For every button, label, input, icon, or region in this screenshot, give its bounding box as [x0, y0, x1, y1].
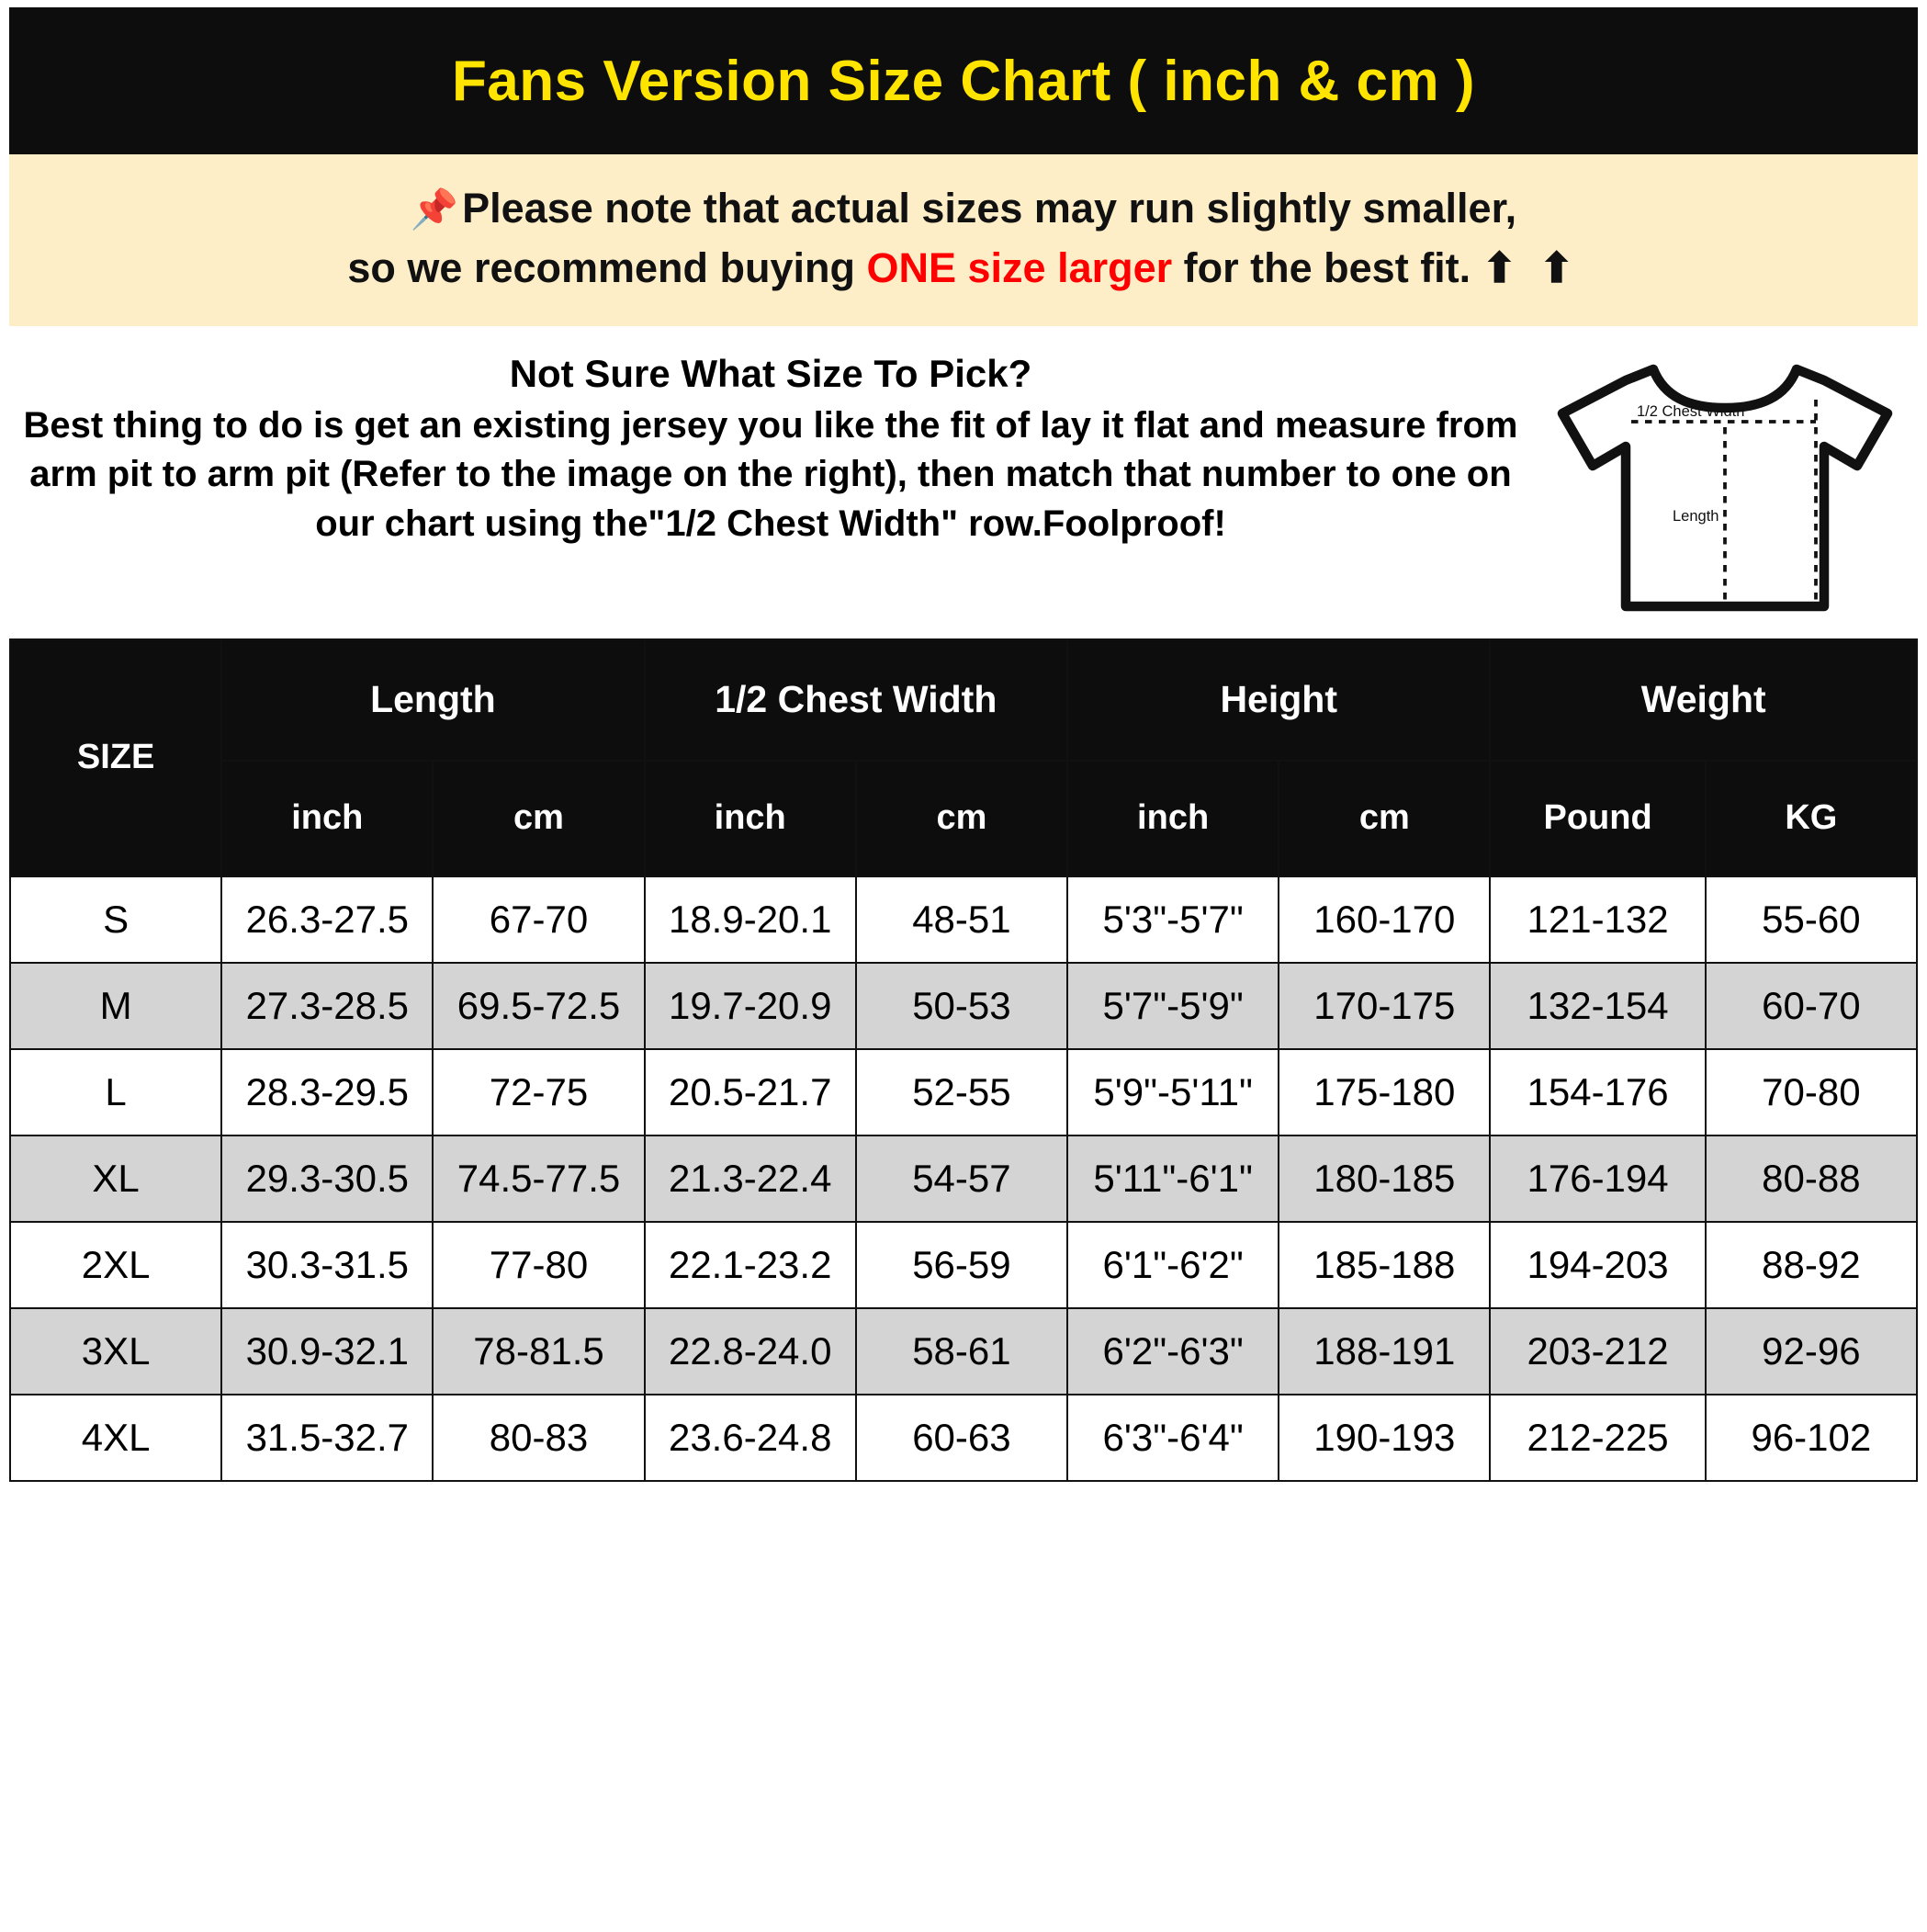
table-row	[10, 1049, 1917, 1135]
length-label: Length	[1673, 507, 1719, 525]
cell-height-inch: 6'3"-6'4"	[1067, 1395, 1279, 1481]
cell-chest-cm: 60-63	[856, 1395, 1067, 1481]
table-group-header-row	[10, 639, 1917, 761]
measure-help-body: Best thing to do is get an existing jersey you like the fit of lay it flat and measure from arm pit to arm pit (Refer to the image on the right), then match that number to one on our chart using the"1/2 Chest Width" row.Foolproof!	[23, 404, 1518, 544]
cell-length-cm: 77-80	[433, 1222, 644, 1308]
table-row	[10, 1395, 1917, 1481]
tshirt-diagram	[1532, 343, 1918, 626]
cell-chest-cm: 58-61	[856, 1308, 1067, 1395]
header-height: Height	[1067, 639, 1490, 761]
table-row	[10, 1222, 1917, 1308]
cell-weight-lb: 132-154	[1490, 963, 1705, 1049]
cell-length-inch: 31.5-32.7	[221, 1395, 433, 1481]
cell-chest-cm: 52-55	[856, 1049, 1067, 1135]
cell-length-inch: 28.3-29.5	[221, 1049, 433, 1135]
header-chest-inch: inch	[645, 761, 856, 876]
cell-height-inch: 5'9"-5'11"	[1067, 1049, 1279, 1135]
table-row	[10, 963, 1917, 1049]
cell-chest-cm: 48-51	[856, 876, 1067, 963]
cell-length-inch: 30.3-31.5	[221, 1222, 433, 1308]
cell-length-cm: 78-81.5	[433, 1308, 644, 1395]
chest-width-label: 1/2 Chest Width	[1637, 402, 1745, 420]
table-row	[10, 1135, 1917, 1222]
page-title: Fans Version Size Chart ( inch & cm )	[451, 49, 1476, 113]
cell-chest-cm: 50-53	[856, 963, 1067, 1049]
cell-size: L	[10, 1049, 221, 1135]
cell-weight-lb: 194-203	[1490, 1222, 1705, 1308]
cell-size: XL	[10, 1135, 221, 1222]
header-height-inch: inch	[1067, 761, 1279, 876]
chart-title-bar	[9, 7, 1918, 154]
cell-chest-cm: 54-57	[856, 1135, 1067, 1222]
cell-size: 2XL	[10, 1222, 221, 1308]
note-line-1-text: Please note that actual sizes may run slightly smaller,	[462, 185, 1517, 232]
pushpin-icon: 📌	[410, 187, 459, 231]
cell-height-inch: 5'11"-6'1"	[1067, 1135, 1279, 1222]
cell-height-inch: 6'2"-6'3"	[1067, 1308, 1279, 1395]
cell-size: 3XL	[10, 1308, 221, 1395]
cell-length-cm: 69.5-72.5	[433, 963, 644, 1049]
size-table-body	[10, 876, 1917, 1481]
header-length: Length	[221, 639, 644, 761]
up-arrows-icon: ⬆ ⬆	[1482, 244, 1580, 292]
size-table	[9, 638, 1918, 1482]
cell-size: S	[10, 876, 221, 963]
cell-height-inch: 5'7"-5'9"	[1067, 963, 1279, 1049]
cell-height-cm: 190-193	[1279, 1395, 1490, 1481]
cell-length-cm: 67-70	[433, 876, 644, 963]
cell-size: 4XL	[10, 1395, 221, 1481]
cell-chest-inch: 19.7-20.9	[645, 963, 856, 1049]
note-line-2-after: for the best fit.	[1172, 244, 1482, 292]
header-chest-width: 1/2 Chest Width	[645, 639, 1067, 761]
cell-height-cm: 180-185	[1279, 1135, 1490, 1222]
cell-chest-inch: 21.3-22.4	[645, 1135, 856, 1222]
header-size: SIZE	[10, 639, 221, 876]
header-weight-pound: Pound	[1490, 761, 1705, 876]
cell-weight-lb: 154-176	[1490, 1049, 1705, 1135]
cell-weight-kg: 92-96	[1706, 1308, 1917, 1395]
cell-length-cm: 80-83	[433, 1395, 644, 1481]
table-unit-header-row	[10, 761, 1917, 876]
cell-length-cm: 74.5-77.5	[433, 1135, 644, 1222]
header-length-cm: cm	[433, 761, 644, 876]
note-emphasis: ONE size larger	[866, 244, 1173, 292]
size-note-band	[9, 154, 1918, 326]
cell-weight-lb: 203-212	[1490, 1308, 1705, 1395]
cell-height-cm: 160-170	[1279, 876, 1490, 963]
cell-weight-kg: 96-102	[1706, 1395, 1917, 1481]
measure-help-section	[9, 326, 1918, 638]
cell-weight-kg: 55-60	[1706, 876, 1917, 963]
cell-length-inch: 29.3-30.5	[221, 1135, 433, 1222]
tshirt-icon	[1546, 350, 1904, 626]
note-line-1	[28, 178, 1899, 238]
note-line-2	[28, 238, 1899, 298]
cell-height-cm: 185-188	[1279, 1222, 1490, 1308]
cell-chest-inch: 22.1-23.2	[645, 1222, 856, 1308]
size-table-head	[10, 639, 1917, 876]
cell-length-inch: 30.9-32.1	[221, 1308, 433, 1395]
measure-help-title: Not Sure What Size To Pick?	[509, 351, 1032, 395]
cell-size: M	[10, 963, 221, 1049]
cell-length-inch: 26.3-27.5	[221, 876, 433, 963]
cell-length-inch: 27.3-28.5	[221, 963, 433, 1049]
table-row	[10, 1308, 1917, 1395]
cell-height-inch: 6'1"-6'2"	[1067, 1222, 1279, 1308]
cell-height-cm: 170-175	[1279, 963, 1490, 1049]
cell-chest-inch: 22.8-24.0	[645, 1308, 856, 1395]
note-line-2-before: so we recommend buying	[347, 244, 867, 292]
table-row	[10, 876, 1917, 963]
cell-weight-lb: 121-132	[1490, 876, 1705, 963]
cell-chest-cm: 56-59	[856, 1222, 1067, 1308]
header-chest-cm: cm	[856, 761, 1067, 876]
cell-weight-lb: 176-194	[1490, 1135, 1705, 1222]
cell-weight-kg: 70-80	[1706, 1049, 1917, 1135]
cell-chest-inch: 20.5-21.7	[645, 1049, 856, 1135]
cell-height-cm: 188-191	[1279, 1308, 1490, 1395]
measure-help-text	[9, 343, 1532, 549]
header-length-inch: inch	[221, 761, 433, 876]
cell-length-cm: 72-75	[433, 1049, 644, 1135]
cell-chest-inch: 18.9-20.1	[645, 876, 856, 963]
cell-height-cm: 175-180	[1279, 1049, 1490, 1135]
cell-weight-kg: 88-92	[1706, 1222, 1917, 1308]
cell-weight-lb: 212-225	[1490, 1395, 1705, 1481]
header-height-cm: cm	[1279, 761, 1490, 876]
cell-weight-kg: 60-70	[1706, 963, 1917, 1049]
cell-weight-kg: 80-88	[1706, 1135, 1917, 1222]
header-weight: Weight	[1490, 639, 1917, 761]
cell-height-inch: 5'3"-5'7"	[1067, 876, 1279, 963]
header-weight-kg: KG	[1706, 761, 1917, 876]
cell-chest-inch: 23.6-24.8	[645, 1395, 856, 1481]
